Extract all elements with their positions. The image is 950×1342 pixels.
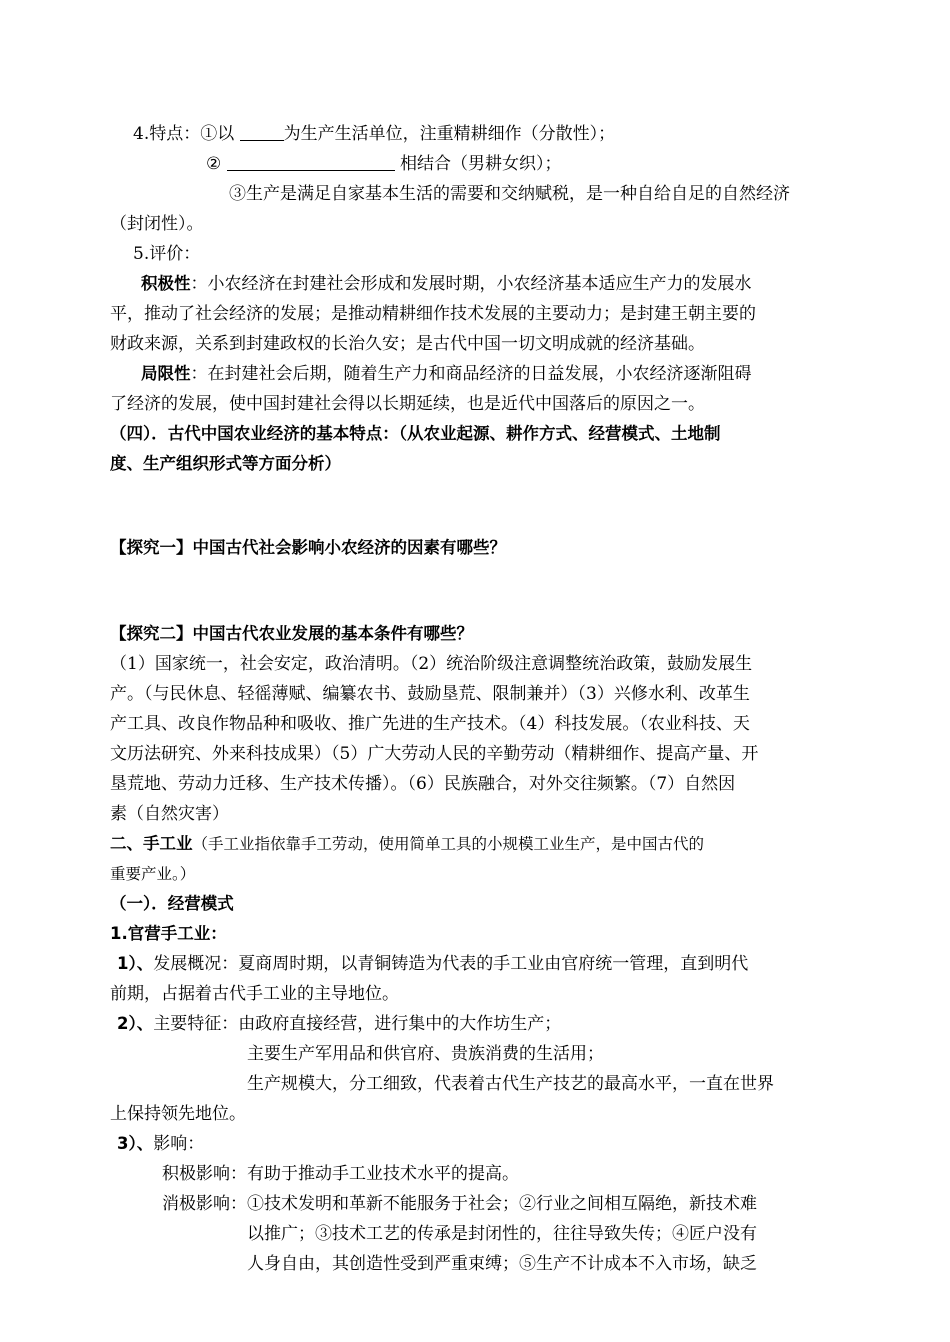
explore-2-line-6: 素（自然灾害） <box>110 804 229 824</box>
positive-line-2: 平，推动了社会经济的发展；是推动精耕细作技术发展的主要动力；是封建王朝主要的 <box>110 304 756 324</box>
negative-impact-line-2: 以推广；③技术工艺的传承是封闭性的，往往导致失传；④匠户没有 <box>247 1224 757 1244</box>
explore-2-line-1: （1）国家统一，社会安定，政治清明。（2）统治阶级注意调整统治政策，鼓励发展生 <box>110 654 753 674</box>
p1-line-2: 前期，占据着古代手工业的主导地位。 <box>110 984 399 1004</box>
p1-line-1 <box>117 952 748 976</box>
p2-line-3: 生产规模大，分工细致，代表着古代生产技艺的最高水平，一直在世界 <box>247 1074 774 1094</box>
negative-label: 局限性 <box>141 364 191 383</box>
subsection-official-handicraft: 1.官营手工业： <box>110 924 227 943</box>
explore-2-line-4: 文历法研究、外来科技成果）（5）广大劳动人民的辛勤劳动（精耕细作、提高产量、开 <box>110 744 759 764</box>
positive-line-1 <box>141 272 752 296</box>
features-line-4: （封闭性）。 <box>110 214 204 234</box>
p3-line-1 <box>117 1132 204 1156</box>
handicraft-note-1: （手工业指依靠手工劳动，使用简单工具的小规模工业生产，是中国古代的 <box>192 835 705 853</box>
explore-1-heading: 【探究一】中国古代社会影响小农经济的因素有哪些？ <box>110 538 506 557</box>
p1-label: 1）、 <box>117 954 154 973</box>
features-line-3: ③生产是满足自家基本生活的需要和交纳赋税，是一种自给自足的自然经济 <box>229 184 790 204</box>
p3-text-1: 影响： <box>153 1134 205 1154</box>
negative-impact-line-3: 人身自由，其创造性受到严重束缚；⑤生产不计成本不入市场，缺乏 <box>247 1254 757 1274</box>
features-line-1 <box>133 122 615 146</box>
positive-text-1: ：小农经济在封建社会形成和发展时期，小农经济基本适应生产力的发展水 <box>190 274 752 294</box>
explore-2-heading: 【探究二】中国古代农业发展的基本条件有哪些？ <box>110 624 473 643</box>
p2-line-2: 主要生产军用品和供官府、贵族消费的生活用； <box>247 1044 604 1064</box>
handicraft-title: 二、手工业 <box>110 834 193 853</box>
features-line2-prefix: ② <box>206 154 227 174</box>
p2-text-1: 主要特征：由政府直接经营，进行集中的大作坊生产； <box>153 1014 562 1034</box>
features-line2-suffix: 相结合（男耕女织）； <box>394 154 562 174</box>
negative-line-1 <box>141 362 752 386</box>
features-line-2 <box>206 152 562 176</box>
evaluation-heading: 5.评价： <box>133 244 201 264</box>
negative-line-2: 了经济的发展，使中国封建社会得以长期延续，也是近代中国落后的原因之一。 <box>110 394 705 414</box>
handicraft-note-2: 重要产业。） <box>110 865 196 883</box>
negative-impact-line-1: 消极影响：①技术发明和革新不能服务于社会；②行业之间相互隔绝，新技术难 <box>162 1194 757 1214</box>
section-4-line-1: （四）．古代中国农业经济的基本特点：（从农业起源、耕作方式、经营模式、土地制 <box>110 424 721 443</box>
explore-2-line-5: 垦荒地、劳动力迁移、生产技术传播）。（6）民族融合，对外交往频繁。（7）自然因 <box>110 774 736 794</box>
p2-label: 2）、 <box>117 1014 154 1033</box>
p1-text-1: 发展概况：夏商周时期，以青铜铸造为代表的手工业由官府统一管理，直到明代 <box>153 954 749 974</box>
positive-label: 积极性 <box>141 274 191 293</box>
negative-text-1: ：在封建社会后期，随着生产力和商品经济的日益发展，小农经济逐渐阻碍 <box>190 364 752 384</box>
fill-blank-2[interactable] <box>227 152 395 171</box>
subsection-business-model: （一）．经营模式 <box>110 894 234 913</box>
fill-blank-1[interactable] <box>240 122 284 141</box>
positive-impact-line: 积极影响：有助于推动手工业技术水平的提高。 <box>162 1164 519 1184</box>
section-4-line-2: 度、生产组织形式等方面分析） <box>110 454 341 473</box>
explore-2-line-2: 产。（与民休息、轻徭薄赋、编纂农书、鼓励垦荒、限制兼并）（3）兴修水利、改革生 <box>110 684 750 704</box>
handicraft-heading-line <box>110 832 704 856</box>
p2-line-1 <box>117 1012 561 1036</box>
p3-label: 3）、 <box>117 1134 154 1153</box>
features-line1-suffix: 为生产生活单位，注重精耕细作（分散性）； <box>283 124 616 144</box>
features-line1-prefix: 4.特点：①以 <box>133 124 240 144</box>
explore-2-line-3: 产工具、改良作物品种和吸收、推广先进的生产技术。（4）科技发展。（农业科技、天 <box>110 714 750 734</box>
positive-line-3: 财政来源，关系到封建政权的长治久安；是古代中国一切文明成就的经济基础。 <box>110 334 705 354</box>
p2-line-4: 上保持领先地位。 <box>110 1104 246 1124</box>
